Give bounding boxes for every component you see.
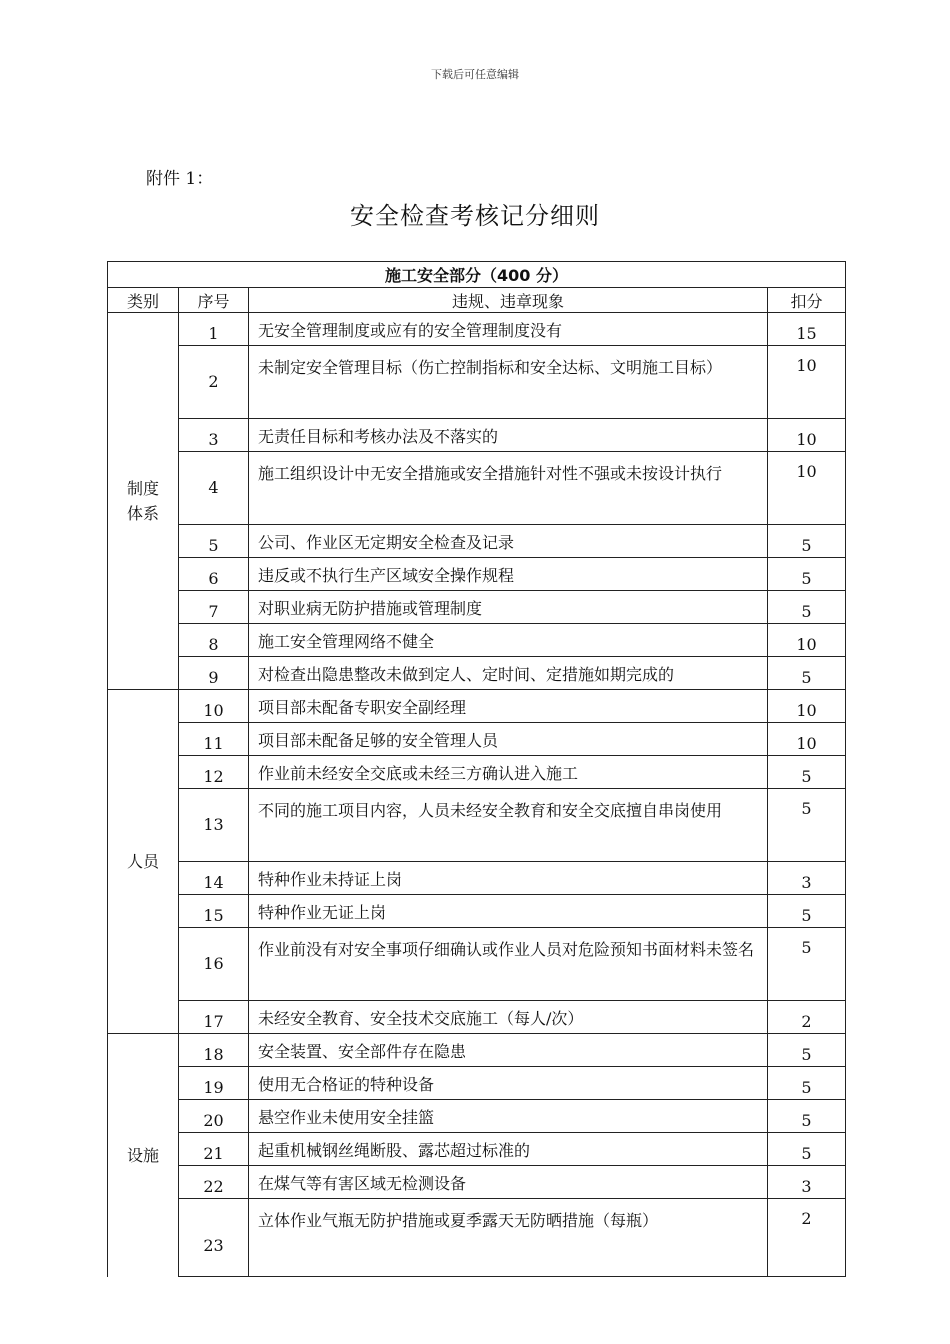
row-score: 5	[768, 525, 846, 558]
row-desc: 施工安全管理网络不健全	[249, 624, 768, 657]
row-score: 5	[768, 1034, 846, 1067]
table-row	[108, 723, 846, 756]
table-row	[108, 1034, 846, 1067]
row-desc: 公司、作业区无定期安全检查及记录	[249, 525, 768, 558]
row-score: 5	[768, 1133, 846, 1166]
row-desc: 不同的施工项目内容，人员未经安全教育和安全交底擅自串岗使用	[249, 789, 768, 862]
row-score: 15	[768, 313, 846, 346]
row-score: 5	[768, 657, 846, 690]
row-seq: 4	[179, 452, 249, 525]
table-row	[108, 1100, 846, 1133]
table-row	[108, 657, 846, 690]
row-seq: 12	[179, 756, 249, 789]
row-seq: 5	[179, 525, 249, 558]
section-title: 施工安全部分（400 分）	[108, 262, 846, 288]
table-row	[108, 452, 846, 525]
row-seq: 7	[179, 591, 249, 624]
header-desc: 违规、违章现象	[249, 288, 768, 313]
row-desc: 对检查出隐患整改未做到定人、定时间、定措施如期完成的	[249, 657, 768, 690]
row-desc: 作业前没有对安全事项仔细确认或作业人员对危险预知书面材料未签名	[249, 928, 768, 1001]
row-seq: 9	[179, 657, 249, 690]
table-row	[108, 558, 846, 591]
row-seq: 6	[179, 558, 249, 591]
row-seq: 10	[179, 690, 249, 723]
row-seq: 13	[179, 789, 249, 862]
row-desc: 在煤气等有害区域无检测设备	[249, 1166, 768, 1199]
row-desc: 未制定安全管理目标（伤亡控制指标和安全达标、文明施工目标）	[249, 346, 768, 419]
row-score: 3	[768, 862, 846, 895]
row-score: 10	[768, 690, 846, 723]
category-system	[108, 313, 179, 690]
row-seq: 14	[179, 862, 249, 895]
row-seq: 23	[179, 1199, 249, 1277]
table-row	[108, 1067, 846, 1100]
row-seq: 20	[179, 1100, 249, 1133]
row-seq: 3	[179, 419, 249, 452]
row-seq: 11	[179, 723, 249, 756]
row-desc: 使用无合格证的特种设备	[249, 1067, 768, 1100]
row-desc: 违反或不执行生产区域安全操作规程	[249, 558, 768, 591]
attachment-label: 附件 1：	[146, 169, 214, 189]
row-seq: 22	[179, 1166, 249, 1199]
table-row	[108, 419, 846, 452]
category-facilities	[108, 1034, 179, 1277]
row-desc: 对职业病无防护措施或管理制度	[249, 591, 768, 624]
row-desc: 特种作业无证上岗	[249, 895, 768, 928]
row-score: 5	[768, 895, 846, 928]
table-row	[108, 789, 846, 862]
row-desc: 施工组织设计中无安全措施或安全措施针对性不强或未按设计执行	[249, 452, 768, 525]
table-row	[108, 1199, 846, 1277]
header-note: 下载后可任意编辑	[431, 68, 519, 81]
row-score: 2	[768, 1199, 846, 1277]
row-desc: 作业前未经安全交底或未经三方确认进入施工	[249, 756, 768, 789]
header-seq: 序号	[179, 288, 249, 313]
row-score: 10	[768, 346, 846, 419]
row-score: 10	[768, 452, 846, 525]
row-seq: 15	[179, 895, 249, 928]
row-desc: 无安全管理制度或应有的安全管理制度没有	[249, 313, 768, 346]
category-label: 人员	[126, 852, 159, 871]
table-row	[108, 346, 846, 419]
row-score: 5	[768, 1067, 846, 1100]
header-score: 扣分	[768, 288, 846, 313]
table-row	[108, 756, 846, 789]
row-seq: 17	[179, 1001, 249, 1034]
table-row	[108, 1001, 846, 1034]
row-seq: 18	[179, 1034, 249, 1067]
row-desc: 特种作业未持证上岗	[249, 862, 768, 895]
row-score: 5	[768, 756, 846, 789]
row-score: 10	[768, 419, 846, 452]
table-row	[108, 1166, 846, 1199]
row-score: 5	[768, 591, 846, 624]
row-score: 5	[768, 928, 846, 1001]
row-seq: 8	[179, 624, 249, 657]
row-score: 10	[768, 624, 846, 657]
row-desc: 无责任目标和考核办法及不落实的	[249, 419, 768, 452]
header-category: 类别	[108, 288, 179, 313]
table-row	[108, 624, 846, 657]
category-label: 制度 体系	[126, 479, 159, 523]
table-row	[108, 591, 846, 624]
row-score: 5	[768, 789, 846, 862]
row-desc: 项目部未配备专职安全副经理	[249, 690, 768, 723]
table-row	[108, 862, 846, 895]
row-desc: 起重机械钢丝绳断股、露芯超过标准的	[249, 1133, 768, 1166]
row-seq: 16	[179, 928, 249, 1001]
table-row	[108, 690, 846, 723]
row-seq: 19	[179, 1067, 249, 1100]
safety-rules-table	[107, 261, 846, 1277]
document-title: 安全检查考核记分细则	[350, 202, 600, 230]
category-label: 设施	[126, 1145, 159, 1165]
table-row	[108, 313, 846, 346]
header-row	[108, 288, 846, 313]
row-score: 5	[768, 1100, 846, 1133]
table-row	[108, 1133, 846, 1166]
row-desc: 立体作业气瓶无防护措施或夏季露天无防晒措施（每瓶）	[249, 1199, 768, 1277]
row-seq: 2	[179, 346, 249, 419]
table-row	[108, 928, 846, 1001]
section-title-row	[108, 262, 846, 288]
row-desc: 安全装置、安全部件存在隐患	[249, 1034, 768, 1067]
row-desc: 未经安全教育、安全技术交底施工（每人/次）	[249, 1001, 768, 1034]
row-seq: 1	[179, 313, 249, 346]
row-desc: 项目部未配备足够的安全管理人员	[249, 723, 768, 756]
row-seq: 21	[179, 1133, 249, 1166]
table-row	[108, 895, 846, 928]
row-score: 10	[768, 723, 846, 756]
row-desc: 悬空作业未使用安全挂篮	[249, 1100, 768, 1133]
row-score: 5	[768, 558, 846, 591]
table-row	[108, 525, 846, 558]
category-personnel	[108, 690, 179, 1034]
row-score: 3	[768, 1166, 846, 1199]
row-score: 2	[768, 1001, 846, 1034]
